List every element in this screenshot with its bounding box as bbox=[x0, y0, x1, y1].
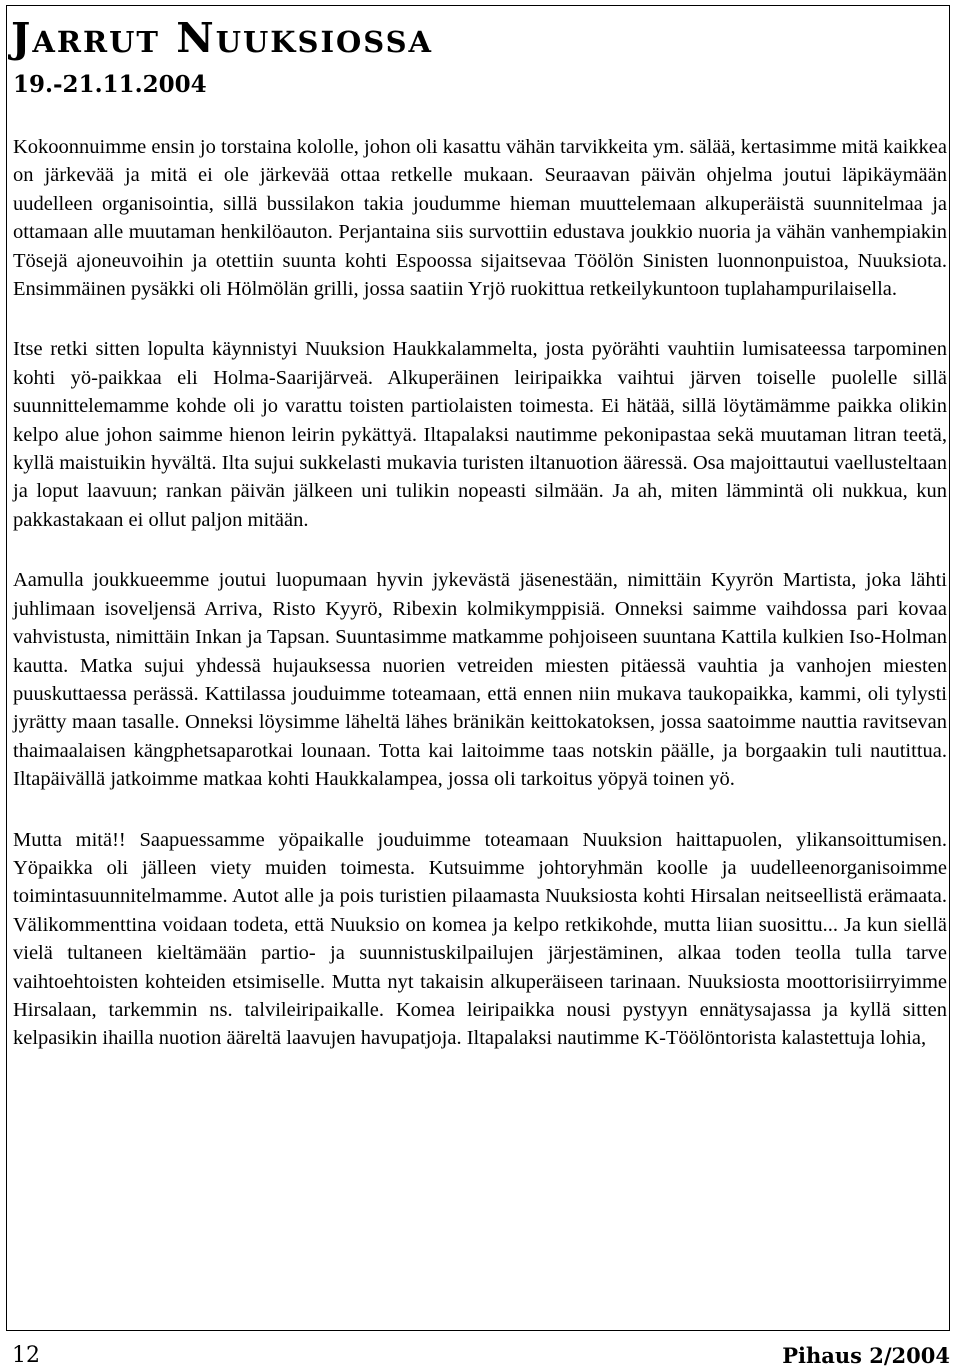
article-paragraph: Mutta mitä!! Saapuessamme yöpaikalle jouduimme toteamaan Nuuksion haittapuolen, ylikansoittumisen. Yöpaikka oli jälleen viety muiden toimesta. Kutsuimme johtoryhmän koolle ja uudelleenorganisoimme toimintasuunnitelmamme. Autot alle ja pois turistien pilaamasta Nuuksiosta kohti Hirsalan neitseellistä erämaata. Välikommenttina voidaan todeta, että Nuuksio on komea ja kelpo retkikohde, mutta liian suosittu... Ja kun siellä vielä tultaneen kieltämään partio- ja suunnistuskilpailujen järjestäminen, alkaa toden teolla tulla tarve vaihtoehtoisten kohteiden etsimiselle. Mutta nyt takaisin alkuperäiseen tarinaan. Nuuksiosta moottorisiirryimme Hirsalaan, tarkemmin ns. talvileiripaikalle. Komea leiripaikka nousi pystyyn ennätysajassa ja kyllä sitten kelpasikin ihailla nuotion ääreltä laavujen havupatjoja. Iltapalaksi nautimme K-Töölöntorista kalastettuja lohia, bbox=[13, 828, 947, 1050]
article-body bbox=[13, 133, 947, 1053]
article-title: Jarrut Nuuksiossa bbox=[11, 14, 434, 62]
page-number: 12 bbox=[12, 1343, 40, 1368]
article-paragraph: Aamulla joukkueemme joutui luopumaan hyvin jykevästä jäsenestään, nimittäin Kyyrön Martista, joka lähti juhlimaan isoveljensä Arriva, Risto Kyyrö, Ribexin kolmikymppisiä. Onneksi saimme vaihdossa pari kovaa vahvistusta, nimittäin Inkan ja Tapsan. Suuntasimme matkamme pohjoiseen suuntana Kattila kulkien Iso-Holman kautta. Matka sujui yhdessä hujauksessa nuorien vetreiden miesten pitäessä vauhtia ja vanhojen miesten puuskuttaessa perässä. Kattilassa jouduimme toteamaan, että ennen niin mukava taukopaikka, kammi, oli tylysti jyrätty maan tasalle. Onneksi löysimme läheltä lähes bränikän keittokatoksen, jossa saatoimme nauttia ravitsevan thaimaalaisen kängphetsaparotkai lounaan. Totta kai laitoimme taas notskin päälle, ja borgaakin tuli nautittua. Iltapäivällä jatkoimme matkaa kohti Haukkalampea, jossa oli tarkoitus yöpyä toinen yö. bbox=[13, 569, 947, 791]
article-date: 19.-21.11.2004 bbox=[13, 71, 207, 98]
issue-label: Pihaus 2/2004 bbox=[782, 1343, 950, 1368]
article-paragraph: Itse retki sitten lopulta käynnistyi Nuuksion Haukkalammelta, josta pyörähti vauhtiin lumisateessa tarpominen kohti yö-paikkaa eli Holma-Saarijärveä. Alkuperäinen leiripaikka vaihtui järven toiselle puolelle sillä suunnittelemamme kohde oli jo varattu toisten partiolaisten toimesta. Ei hätää, sillä löytämämme paikka olikin kelpo alue johon saimme hienon leirin pykättyä. Iltapalaksi nautimme pekonipastaa sekä muutaman litran teetä, kyllä maistuikin hyvältä. Ilta sujui sukkelasti mukavia turisten iltanuotion ääressä. Osa majoittautui vaellusteltaan ja loput laavuun; rankan päivän jälkeen uni tulikin nopeasti silmään. Ja ah, miten lämmintä oli nukkua, kun pakkastakaan ei ollut paljon mitään. bbox=[13, 338, 947, 531]
article-paragraph: Kokoonnuimme ensin jo torstaina kololle, johon oli kasattu vähän tarvikkeita ym. sälää, kertasimme mitä kaikkea on järkevää ja mitä ei ole järkevää ottaa retkelle mukaan. Seuraavan päivän ohjelma joutui läpikäymään uudelleen organisointia, sillä bussilakon takia joudumme hieman muuttelemaan alkuperäistä suunnitelmaa ja ottamaan alle muutaman henkilöauton. Perjantaina siis survottiin edustava joukkio nuoria ja vähän vanhempiakin Tösejä ajoneuvoihin ja otettiin suunta kohti Espoossa sijaitsevaa Töölön Sinisten luonnonpuistoa, Nuuksiota. Ensimmäinen pysäkki oli Hölmölän grilli, jossa saatiin Yrjö ruokittua retkeilykuntoon tuplahampurilaisella. bbox=[13, 136, 947, 301]
